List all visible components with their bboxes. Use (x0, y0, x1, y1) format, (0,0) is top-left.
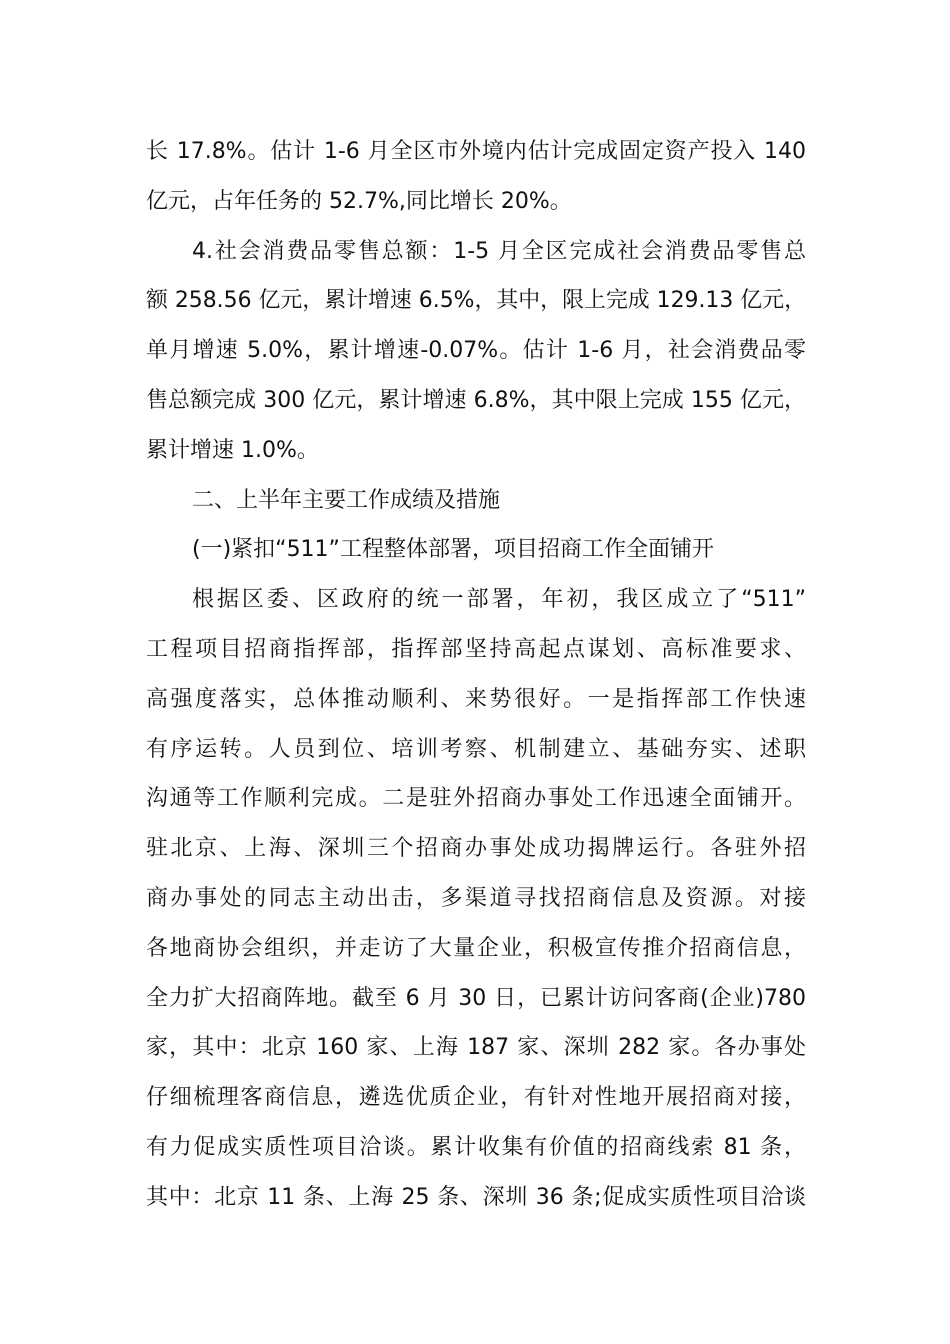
text-line: 驻北京、上海、深圳三个招商办事处成功揭牌运行。各驻外招 (146, 836, 806, 862)
text-line: 其中：北京 11 条、上海 25 条、深圳 36 条;促成实质性项目洽谈 (146, 1184, 806, 1210)
text-line: 累计增速 1.0%。 (146, 437, 319, 463)
text-line: 4.社会消费品零售总额：1-5 月全区完成社会消费品零售总 (192, 238, 806, 264)
body-text (146, 127, 806, 1223)
section-heading: 二、上半年主要工作成绩及措施 (192, 487, 501, 513)
subsection-heading: (一)紧扣“511”工程整体部署，项目招商工作全面铺开 (192, 537, 714, 563)
text-line: 高强度落实，总体推动顺利、来势很好。一是指挥部工作快速 (146, 686, 806, 712)
text-line: 有序运转。人员到位、培训考察、机制建立、基础夯实、述职 (146, 736, 806, 762)
text-line: 售总额完成 300 亿元，累计增速 6.8%，其中限上完成 155 亿元， (146, 387, 806, 413)
text-line: 沟通等工作顺利完成。二是驻外招商办事处工作迅速全面铺开。 (146, 786, 806, 812)
text-line: 仔细梳理客商信息，遴选优质企业，有针对性地开展招商对接， (146, 1085, 806, 1111)
text-line: 全力扩大招商阵地。截至 6 月 30 日，已累计访问客商(企业)780 (146, 985, 806, 1011)
text-line: 工程项目招商指挥部，指挥部坚持高起点谋划、高标准要求、 (146, 636, 806, 662)
text-line: 家，其中：北京 160 家、上海 187 家、深圳 282 家。各办事处 (146, 1035, 806, 1061)
text-line: 单月增速 5.0%，累计增速-0.07%。估计 1-6 月，社会消费品零 (146, 338, 806, 364)
text-line: 有力促成实质性项目洽谈。累计收集有价值的招商线索 81 条， (146, 1134, 806, 1160)
text-line: 长 17.8%。估计 1-6 月全区市外境内估计完成固定资产投入 140 (146, 139, 806, 164)
text-line: 各地商协会组织，并走访了大量企业，积极宣传推介招商信息， (146, 935, 806, 961)
text-line: 根据区委、区政府的统一部署，年初，我区成立了“511” (192, 587, 806, 613)
text-line: 额 258.56 亿元，累计增速 6.5%，其中，限上完成 129.13 亿元， (146, 288, 806, 314)
text-line: 亿元，占年任务的 52.7%,同比增长 20%。 (146, 188, 572, 214)
text-line: 商办事处的同志主动出击，多渠道寻找招商信息及资源。对接 (146, 885, 806, 911)
